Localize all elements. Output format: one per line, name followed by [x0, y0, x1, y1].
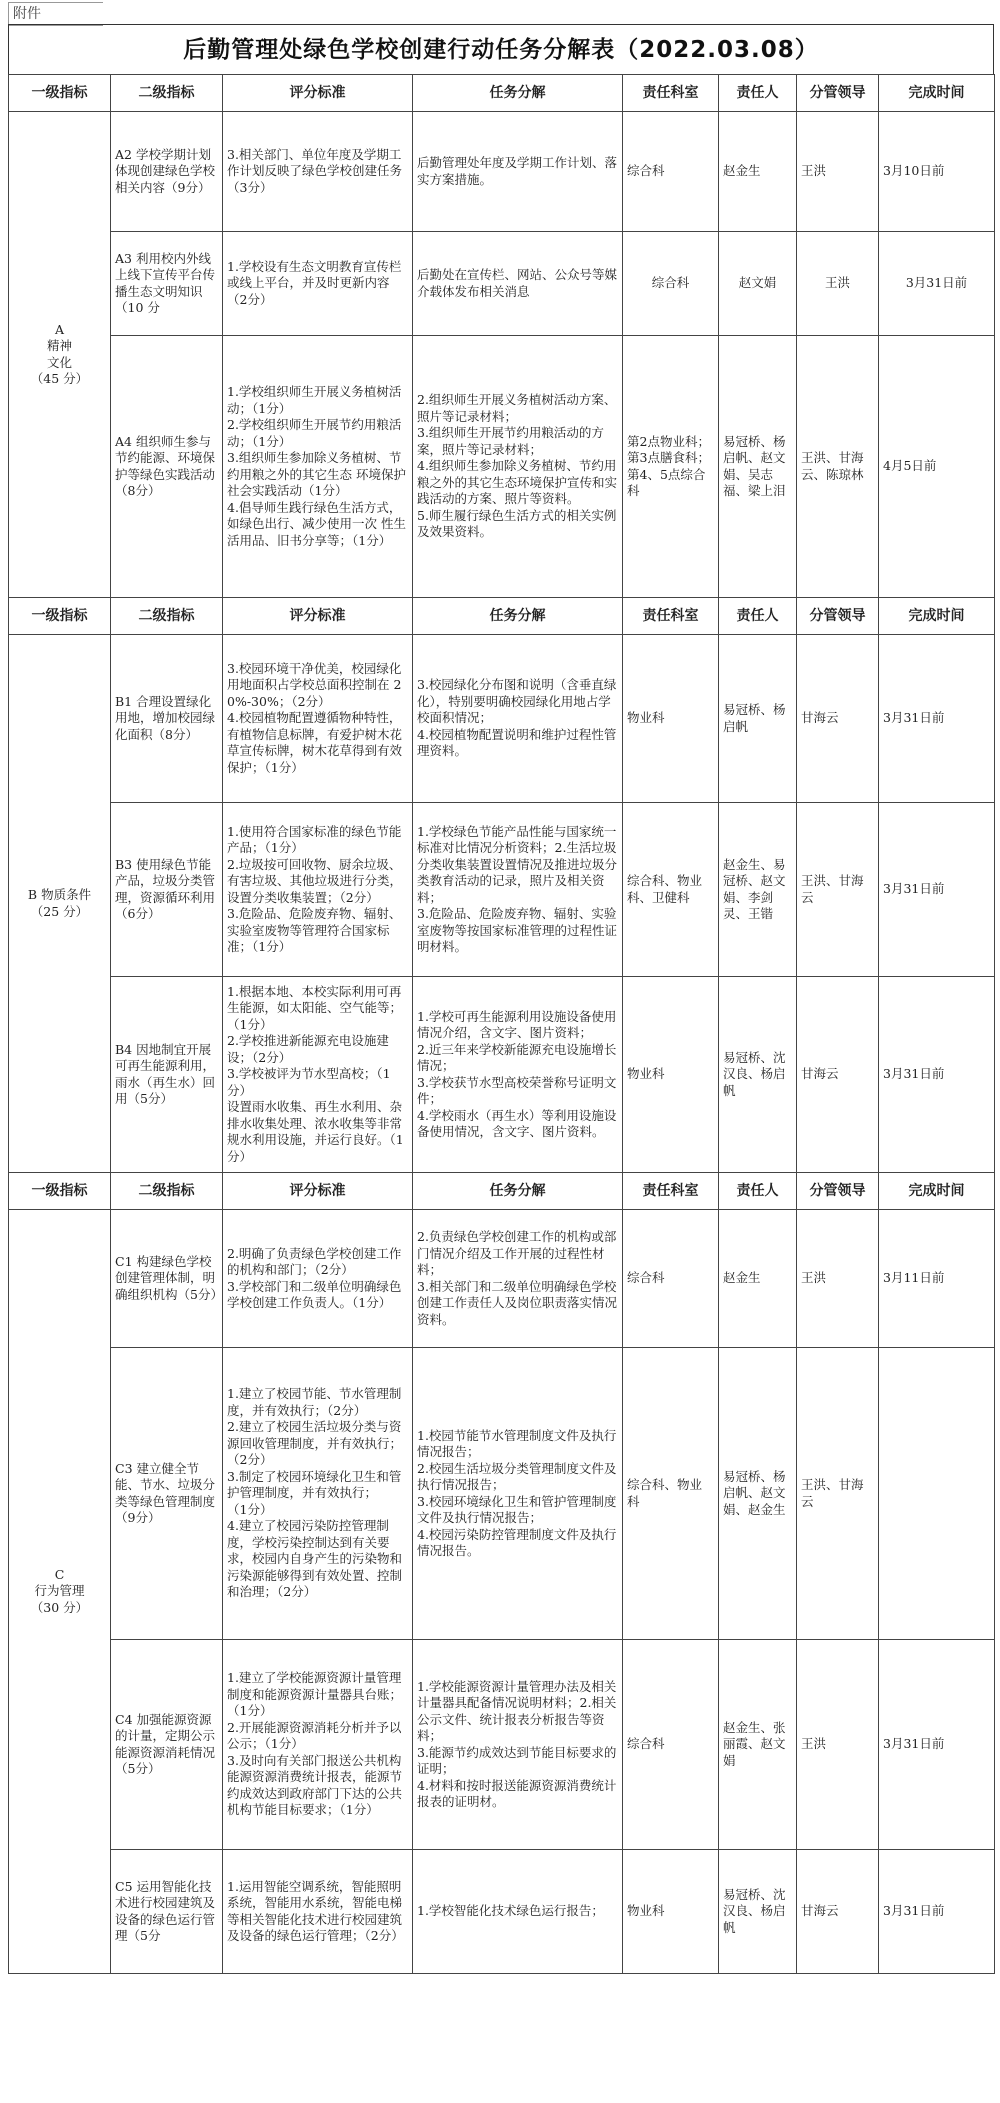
header-deadline: 完成时间 [879, 598, 995, 635]
level2-cell: B4 因地制宜开展可再生能源利用，雨水（再生水）回用（5分） [111, 977, 223, 1173]
header-criteria: 评分标准 [223, 75, 413, 112]
dept-cell: 第2点物业科；第3点膳食科；第4、5点综合科 [623, 336, 719, 598]
person-cell: 易冠桥、杨启帆、赵文娟、吴志福、梁上泪 [719, 336, 797, 598]
header-person: 责任人 [719, 1173, 797, 1210]
header-dept: 责任科室 [623, 75, 719, 112]
task-table [8, 74, 995, 1974]
leader-cell: 王洪、甘海云、陈琼林 [797, 336, 879, 598]
header-criteria: 评分标准 [223, 1173, 413, 1210]
leader-cell: 甘海云 [797, 1850, 879, 1974]
criteria-cell: 3.校园环境干净优美，校园绿化用地面积占学校总面积控制在 20%-30%；（2分） 4.校园植物配置遵循物种特性，有植物信息标牌，有爱护树木花草宣传标牌，树木花草得到有效保护；（1分） [223, 635, 413, 803]
header-tasks: 任务分解 [413, 598, 623, 635]
tasks-cell: 3.校园绿化分布图和说明（含垂直绿化），特别要明确校园绿化用地占学校面积情况； 4.校园植物配置说明和维护过程性管理资料。 [413, 635, 623, 803]
header-level1: 一级指标 [9, 1173, 111, 1210]
criteria-cell: 3.相关部门、单位年度及学期工作计划反映了绿色学校创建任务（3分） [223, 112, 413, 232]
dept-cell: 物业科 [623, 635, 719, 803]
person-cell: 赵金生 [719, 1210, 797, 1348]
deadline-cell: 3月31日前 [879, 635, 995, 803]
header-tasks: 任务分解 [413, 75, 623, 112]
table-row [9, 635, 995, 803]
dept-cell: 综合科 [623, 112, 719, 232]
table-row [9, 977, 995, 1173]
person-cell: 赵文娟 [719, 232, 797, 336]
deadline-cell [879, 1348, 995, 1640]
leader-cell: 王洪 [797, 1640, 879, 1850]
header-leader: 分管领导 [797, 75, 879, 112]
header-person: 责任人 [719, 598, 797, 635]
level1-cell: B 物质条件 （25 分） [9, 635, 111, 1173]
table-row [9, 232, 995, 336]
table-row [9, 1348, 995, 1640]
deadline-cell: 3月11日前 [879, 1210, 995, 1348]
leader-cell: 王洪、甘海云 [797, 1348, 879, 1640]
criteria-cell: 2.明确了负责绿色学校创建工作的机构和部门；（2分） 3.学校部门和二级单位明确绿色学校创建工作负责人。（1分） [223, 1210, 413, 1348]
tasks-cell: 后勤处在宣传栏、网站、公众号等媒介载体发布相关消息 [413, 232, 623, 336]
tasks-cell: 2.负责绿色学校创建工作的机构或部门情况介绍及工作开展的过程性材料； 3.相关部门和二级单位明确绿色学校创建工作责任人及岗位职责落实情况资料。 [413, 1210, 623, 1348]
dept-cell: 综合科 [623, 1640, 719, 1850]
deadline-cell: 3月31日前 [879, 232, 995, 336]
leader-cell: 王洪 [797, 232, 879, 336]
table-row [9, 112, 995, 232]
table-row [9, 803, 995, 977]
table-row [9, 1640, 995, 1850]
person-cell: 赵金生、易冠桥、赵文娟、李剑灵、王锴 [719, 803, 797, 977]
level2-cell: B1 合理设置绿化用地，增加校园绿化面积（8分） [111, 635, 223, 803]
level2-cell: B3 使用绿色节能产品，垃圾分类管理，资源循环利用（6分） [111, 803, 223, 977]
level2-cell: A2 学校学期计划体现创建绿色学校相关内容（9分） [111, 112, 223, 232]
criteria-cell: 1.建立了学校能源资源计量管理制度和能源资源计量器具台账；（1分） 2.开展能源资源消耗分析并予以公示；（1分） 3.及时向有关部门报送公共机构能源资源消费统计报表，能源节约成效达到政府部门下达的公共机构节能目标要求；（1分） [223, 1640, 413, 1850]
table-row [9, 1850, 995, 1974]
level2-cell: C4 加强能源资源的计量，定期公示能源资源消耗情况（5分） [111, 1640, 223, 1850]
criteria-cell: 1.学校组织师生开展义务植树活动；（1分） 2.学校组织师生开展节约用粮活动；（1分） 3.组织师生参加除义务植树、节约用粮之外的其它生态 环境保护社会实践活动（1分） 4.倡导师生践行绿色生活方式，如绿色出行、减少使用一次 性生活用品、旧书分享等；（1分） [223, 336, 413, 598]
deadline-cell: 3月31日前 [879, 1850, 995, 1974]
header-person: 责任人 [719, 75, 797, 112]
person-cell: 易冠桥、杨启帆、赵文娟、赵金生 [719, 1348, 797, 1640]
deadline-cell: 4月5日前 [879, 336, 995, 598]
criteria-cell: 1.建立了校园节能、节水管理制度，并有效执行；（2分） 2.建立了校园生活垃圾分类与资源回收管理制度，并有效执行；（2分） 3.制定了校园环境绿化卫生和管护管理制度，并有效执行； （1分） 4.建立了校园污染防控管理制度，学校污染控制达到有关要求，校园内自身产生的污染物和污染源能够得到有效处置、控制和治理；（2分） [223, 1348, 413, 1640]
person-cell: 易冠桥、沈汉良、杨启帆 [719, 977, 797, 1173]
page-title: 后勤管理处绿色学校创建行动任务分解表（2022.03.08） [8, 24, 994, 75]
header-deadline: 完成时间 [879, 75, 995, 112]
header-tasks: 任务分解 [413, 1173, 623, 1210]
criteria-cell: 1.使用符合国家标准的绿色节能产品；（1分） 2.垃圾按可回收物、厨余垃圾、有害垃圾、其他垃圾进行分类，设置分类收集装置；（2分） 3.危险品、危险废弃物、辐射、实验室废物等管理符合国家标准；（1分） [223, 803, 413, 977]
header-leader: 分管领导 [797, 598, 879, 635]
tasks-cell: 2.组织师生开展义务植树活动方案、照片等记录材料； 3.组织师生开展节约用粮活动的方案，照片等记录材料； 4.组织师生参加除义务植树、节约用粮之外的其它生态环境保护宣传和实践活动的方案、照片等资料。 5.师生履行绿色生活方式的相关实例及效果资料。 [413, 336, 623, 598]
tasks-cell: 1.学校智能化技术绿色运行报告； [413, 1850, 623, 1974]
dept-cell: 综合科、物业科、卫健科 [623, 803, 719, 977]
leader-cell: 甘海云 [797, 635, 879, 803]
tasks-cell: 1.学校可再生能源利用设施设备使用情况介绍，含文字、图片资料； 2.近三年来学校新能源充电设施增长情况； 3.学校获节水型高校荣誉称号证明文件； 4.学校雨水（再生水）等利用设施设备使用情况，含文字、图片资料。 [413, 977, 623, 1173]
header-level2: 二级指标 [111, 598, 223, 635]
deadline-cell: 3月10日前 [879, 112, 995, 232]
criteria-cell: 1.根据本地、本校实际利用可再生能源，如太阳能、空气能等；（1分） 2.学校推进新能源充电设施建设；（2分） 3.学校被评为节水型高校；（1分） 设置雨水收集、再生水利用、杂排水收集处理、浓水收集等非常规水利用设施，并运行良好。（1分） [223, 977, 413, 1173]
dept-cell: 综合科 [623, 1210, 719, 1348]
attachment-label: 附件 [8, 2, 103, 26]
person-cell: 赵金生、张丽霞、赵文娟 [719, 1640, 797, 1850]
dept-cell: 物业科 [623, 1850, 719, 1974]
header-criteria: 评分标准 [223, 598, 413, 635]
header-row [9, 598, 995, 635]
person-cell: 易冠桥、沈汉良、杨启帆 [719, 1850, 797, 1974]
criteria-cell: 1.学校设有生态文明教育宣传栏或线上平台，并及时更新内容（2分） [223, 232, 413, 336]
level2-cell: A4 组织师生参与节约能源、环境保护等绿色实践活动（8分） [111, 336, 223, 598]
header-leader: 分管领导 [797, 1173, 879, 1210]
level2-cell: C5 运用智能化技术进行校园建筑及设备的绿色运行管理（5分 [111, 1850, 223, 1974]
tasks-cell: 后勤管理处年度及学期工作计划、落实方案措施。 [413, 112, 623, 232]
dept-cell: 物业科 [623, 977, 719, 1173]
header-level1: 一级指标 [9, 75, 111, 112]
header-dept: 责任科室 [623, 598, 719, 635]
level2-cell: C3 建立健全节能、节水、垃圾分类等绿色管理制度（9分） [111, 1348, 223, 1640]
table-row [9, 336, 995, 598]
level1-cell: A 精神 文化 （45 分） [9, 112, 111, 598]
dept-cell: 综合科、物业科 [623, 1348, 719, 1640]
person-cell: 易冠桥、杨启帆 [719, 635, 797, 803]
leader-cell: 王洪 [797, 1210, 879, 1348]
level2-cell: C1 构建绿色学校创建管理体制，明确组织机构（5分） [111, 1210, 223, 1348]
table-row [9, 1210, 995, 1348]
tasks-cell: 1.学校能源资源计量管理办法及相关计量器具配备情况说明材料；2.相关公示文件、统计报表分析报告等资料； 3.能源节约成效达到节能目标要求的证明； 4.材料和按时报送能源资源消费统计报表的证明材。 [413, 1640, 623, 1850]
level2-cell: A3 利用校内外线上线下宣传平台传播生态文明知识（10 分 [111, 232, 223, 336]
header-dept: 责任科室 [623, 1173, 719, 1210]
deadline-cell: 3月31日前 [879, 977, 995, 1173]
header-row [9, 75, 995, 112]
criteria-cell: 1.运用智能空调系统，智能照明系统，智能用水系统，智能电梯等相关智能化技术进行校园建筑及设备的绿色运行管理；（2分） [223, 1850, 413, 1974]
header-level1: 一级指标 [9, 598, 111, 635]
deadline-cell: 3月31日前 [879, 1640, 995, 1850]
tasks-cell: 1.校园节能节水管理制度文件及执行情况报告； 2.校园生活垃圾分类管理制度文件及执行情况报告； 3.校园环境绿化卫生和管护管理制度文件及执行情况报告； 4.校园污染防控管理制度文件及执行情况报告。 [413, 1348, 623, 1640]
tasks-cell: 1.学校绿色节能产品性能与国家统一标准对比情况分析资料；2.生活垃圾分类收集装置设置情况及推进垃圾分类教育活动的记录，照片及相关资料； 3.危险品、危险废弃物、辐射、实验室废物等按国家标准管理的过程性证明材料。 [413, 803, 623, 977]
level1-cell: C 行为管理 （30 分） [9, 1210, 111, 1974]
header-level2: 二级指标 [111, 75, 223, 112]
leader-cell: 王洪 [797, 112, 879, 232]
leader-cell: 甘海云 [797, 977, 879, 1173]
header-level2: 二级指标 [111, 1173, 223, 1210]
dept-cell: 综合科 [623, 232, 719, 336]
person-cell: 赵金生 [719, 112, 797, 232]
header-row [9, 1173, 995, 1210]
deadline-cell: 3月31日前 [879, 803, 995, 977]
header-deadline: 完成时间 [879, 1173, 995, 1210]
leader-cell: 王洪、甘海云 [797, 803, 879, 977]
